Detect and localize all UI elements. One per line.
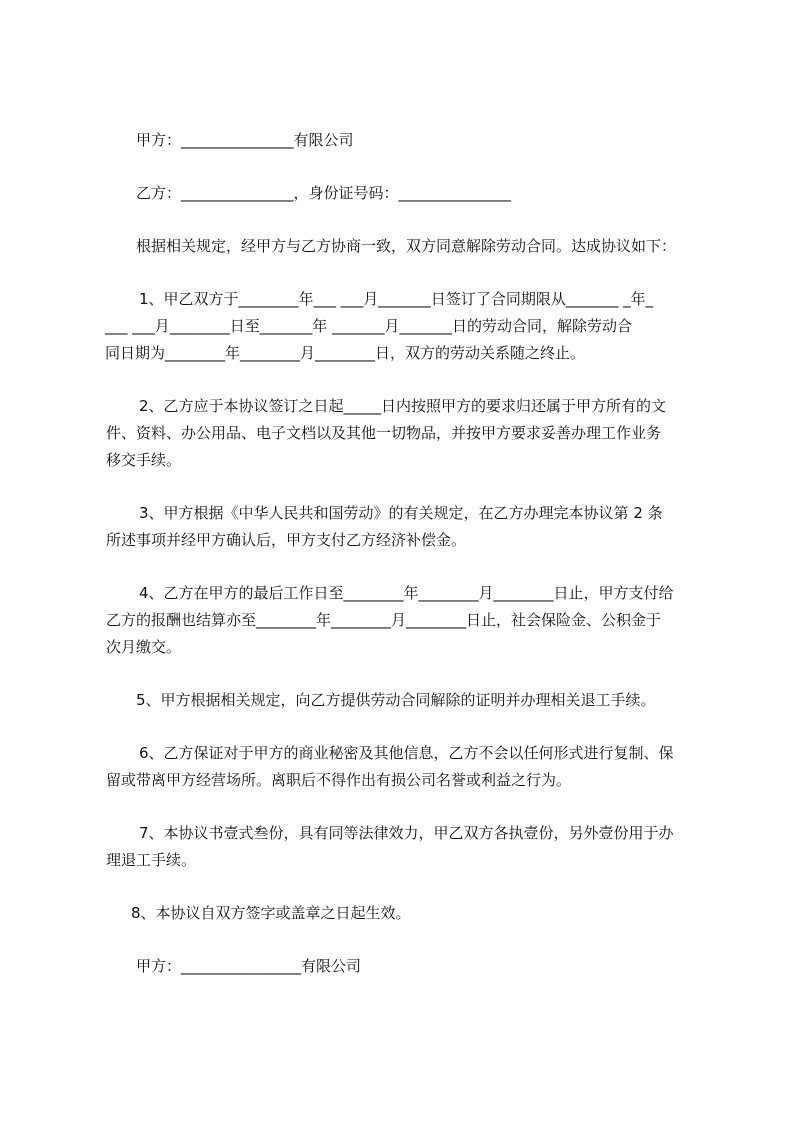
clause-1-line-2: ___ ___月________日至_______年 _______月_______日的劳动合同，解除劳动合	[105, 317, 633, 335]
clause-1-line-3: 同日期为________年________月________日，双方的劳动关系随之终止。	[105, 344, 586, 362]
clause-4-line-1: 4、乙方在甲方的最后工作日至________年________月________日止，甲方支付给	[139, 584, 674, 602]
clause-6-line-1: 6、乙方保证对于甲方的商业秘密及其他信息，乙方不会以任何形式进行复制、保	[139, 744, 674, 762]
clause-2-line-2: 件、资料、办公用品、电子文档以及其他一切物品，并按甲方要求妥善办理工作业务	[106, 424, 662, 442]
clause-2-line-1: 2、乙方应于本协议签订之日起_____日内按照甲方的要求归还属于甲方所有的文	[139, 397, 667, 415]
clause-3-line-1: 3、甲方根据《中华人民共和国劳动》的有关规定，在乙方办理完本协议第 2 条	[139, 504, 663, 522]
party-a-footer: 甲方：________________有限公司	[136, 957, 362, 975]
clause-1-line-1: 1、甲乙双方于________年___ ___月_______日签订了合同期限从_______ _年_	[139, 290, 654, 308]
clause-4-line-3: 次月缴交。	[106, 638, 182, 656]
clause-2-line-3: 移交手续。	[106, 451, 182, 469]
clause-7-line-1: 7、本协议书壹式叁份，具有同等法律效力，甲乙双方各执壹份，另外壹份用于办	[139, 824, 674, 842]
clause-8-line-1: 8、本协议自双方签字或盖章之日起生效。	[131, 904, 411, 922]
intro-paragraph: 根据相关规定，经甲方与乙方协商一致，双方同意解除劳动合同。达成协议如下：	[136, 237, 677, 255]
clause-6-line-2: 留或带离甲方经营场所。离职后不得作出有损公司名誉或利益之行为。	[106, 771, 572, 789]
clause-4-line-2: 乙方的报酬也结算亦至________年________月________日止，社会保险金、公积金于	[106, 611, 662, 629]
party-b-header: 乙方：_______________，身份证号码：_______________	[136, 184, 512, 202]
clause-3-line-2: 所述事项并经甲方确认后，甲方支付乙方经济补偿金。	[106, 531, 467, 549]
clause-5-line-1: 5、甲方根据相关规定，向乙方提供劳动合同解除的证明并办理相关退工手续。	[136, 691, 656, 709]
clause-7-line-2: 理退工手续。	[106, 851, 197, 869]
party-a-header: 甲方：_______________有限公司	[136, 131, 354, 149]
